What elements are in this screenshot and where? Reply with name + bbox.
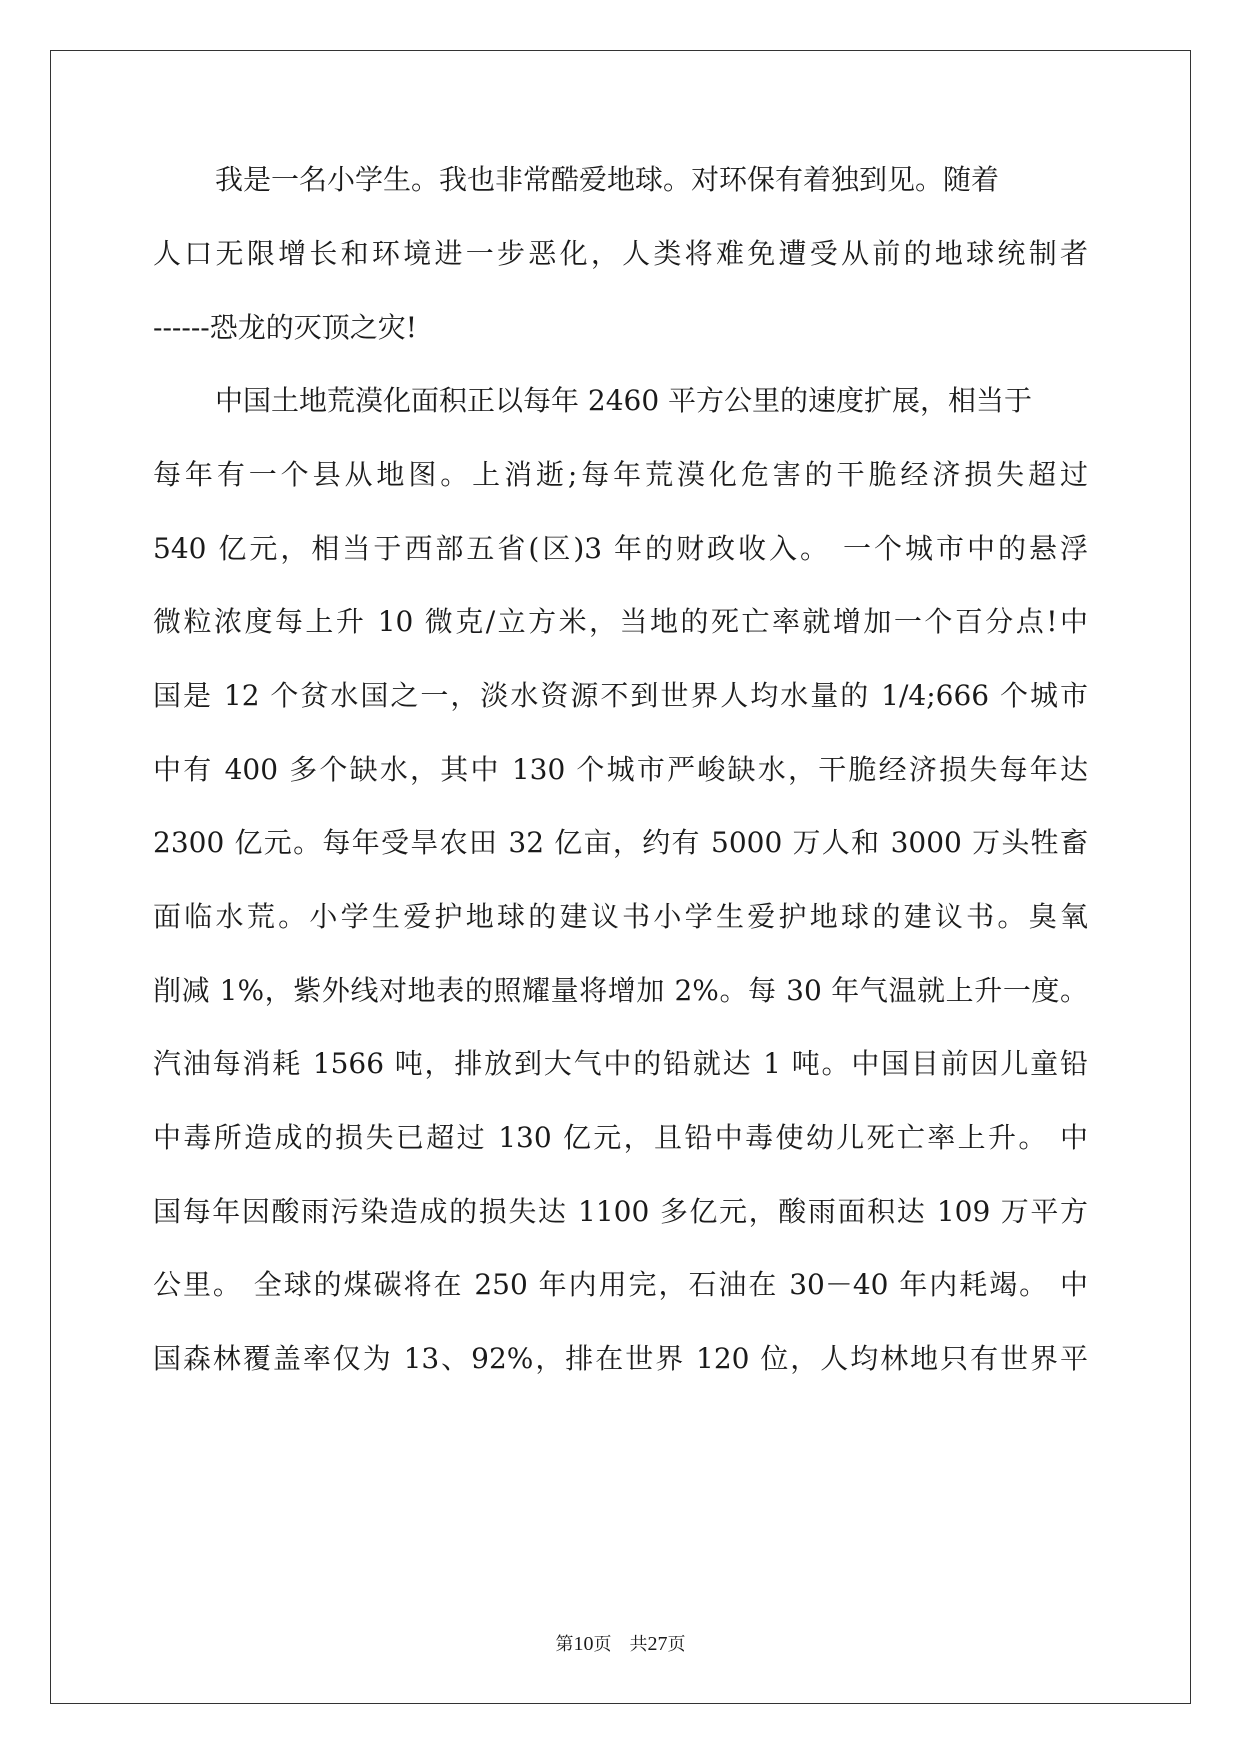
- paragraph-2-line-10: 汽油每消耗 1566 吨，排放到大气中的铅就达 1 吨。中国目前因儿童铅: [153, 1047, 1088, 1080]
- paragraph-2-line-12: 国每年因酸雨污染造成的损失达 1100 多亿元，酸雨面积达 109 万平方: [153, 1195, 1088, 1228]
- page-border: [50, 50, 1191, 1704]
- page-current-number: 10: [573, 1633, 594, 1655]
- paragraph-2-line-3: 540 亿元，相当于西部五省(区)3 年的财政收入。 一个城市中的悬浮: [153, 532, 1088, 565]
- paragraph-2-line-4: 微粒浓度每上升 10 微克/立方米，当地的死亡率就增加一个百分点!中: [153, 605, 1088, 638]
- paragraph-1-line-3: ------恐龙的灭顶之灾!: [153, 311, 418, 344]
- paragraph-2-line-9: 削减 1%，紫外线对地表的照耀量将增加 2%。每 30 年气温就上升一度。: [153, 974, 1088, 1007]
- paragraph-2-line-14: 国森林覆盖率仅为 13、92%，排在世界 120 位，人均林地只有世界平: [153, 1342, 1088, 1375]
- paragraph-2-line-2: 每年有一个县从地图。上消逝;每年荒漠化危害的干脆经济损失超过: [153, 458, 1088, 491]
- page-total-number: 27: [647, 1633, 668, 1655]
- page-footer: [0, 1632, 1241, 1657]
- page-mid-text: 页 共: [593, 1634, 648, 1655]
- page-prefix: 第: [555, 1634, 574, 1655]
- paragraph-2-line-5: 国是 12 个贫水国之一，淡水资源不到世界人均水量的 1/4;666 个城市: [153, 679, 1088, 712]
- paragraph-2-line-7: 2300 亿元。每年受旱农田 32 亿亩，约有 5000 万人和 3000 万头牲畜: [153, 826, 1088, 859]
- paragraph-2-line-1: 中国土地荒漠化面积正以每年 2460 平方公里的速度扩展，相当于: [215, 384, 1033, 417]
- paragraph-1-line-2: 人口无限增长和环境进一步恶化，人类将难免遭受从前的地球统制者: [153, 237, 1088, 270]
- page-suffix: 页: [667, 1634, 686, 1655]
- paragraph-2-line-13: 公里。 全球的煤碳将在 250 年内用完，石油在 30－40 年内耗竭。 中: [153, 1268, 1088, 1301]
- paragraph-2-line-8: 面临水荒。小学生爱护地球的建议书小学生爱护地球的建议书。臭氧: [153, 900, 1088, 933]
- paragraph-2-line-6: 中有 400 多个缺水，其中 130 个城市严峻缺水，干脆经济损失每年达: [153, 753, 1088, 786]
- paragraph-1-line-1: 我是一名小学生。我也非常酷爱地球。对环保有着独到见。随着: [215, 163, 1000, 196]
- paragraph-2-line-11: 中毒所造成的损失已超过 130 亿元，且铅中毒使幼儿死亡率上升。 中: [153, 1121, 1088, 1154]
